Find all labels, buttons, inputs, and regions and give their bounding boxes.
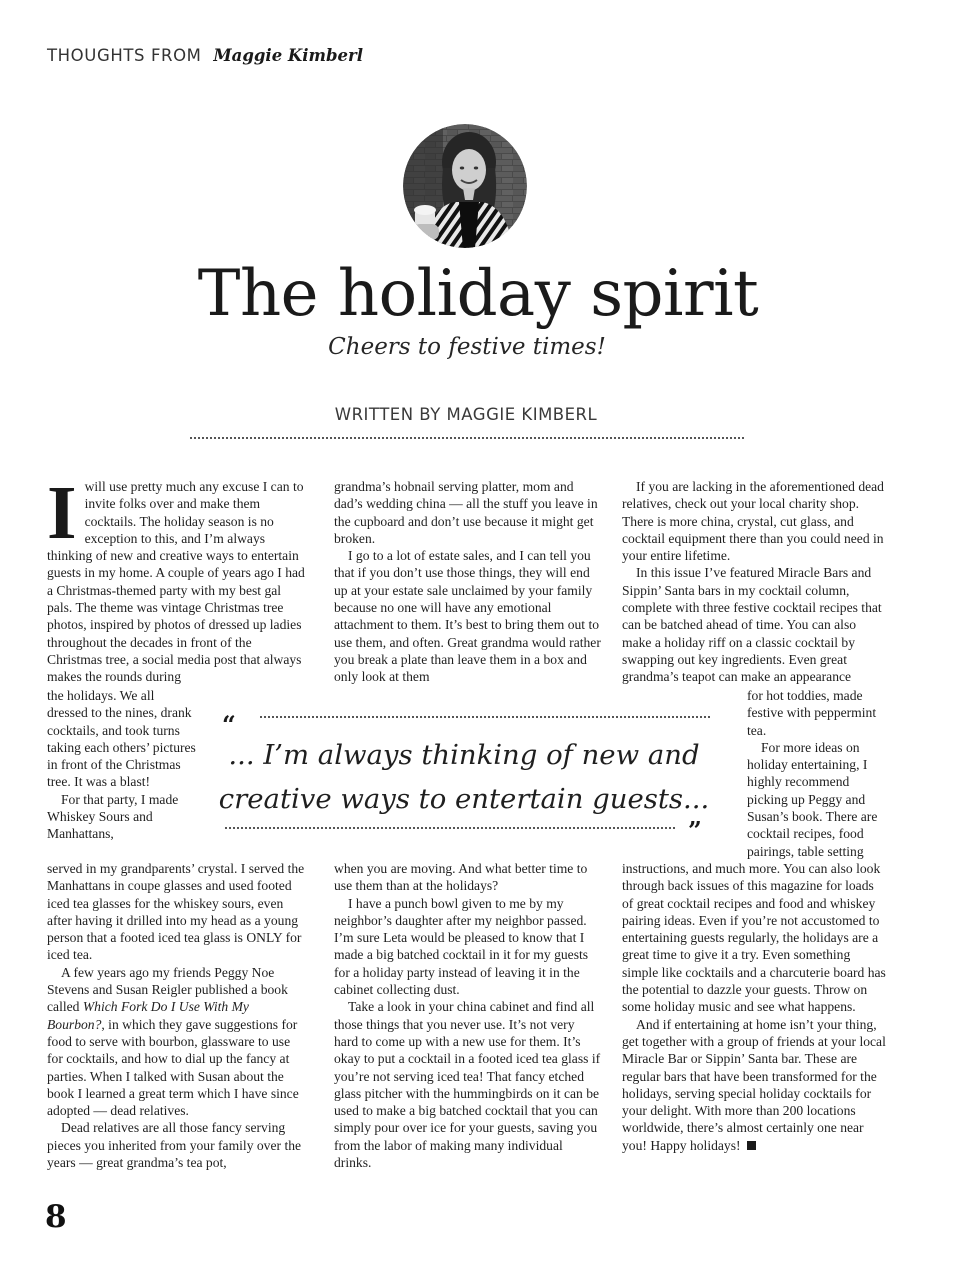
section-header bbox=[47, 46, 363, 65]
paragraph bbox=[47, 964, 305, 1120]
open-quote-icon: “ bbox=[222, 710, 236, 739]
pull-quote-bottom-divider bbox=[225, 827, 675, 829]
paragraph: for hot toddies, made festive with peppermint tea. bbox=[747, 688, 877, 738]
paragraph: I have a punch bowl given to me by my neighbor’s daughter after my neighbor passed. I’m sure Leta would be pleased to know that I made a big batched cocktail in it for my guests for a holiday party instead of leaving it in the cabinet collecting dust. bbox=[334, 895, 589, 998]
pull-quote: ... I’m always thinking of new and creative ways to entertain guests... bbox=[218, 739, 710, 815]
paragraph: In this issue I’ve featured Miracle Bars and Sippin’ Santa bars in my cocktail column, complete with three festive cocktail recipes that can be batched ahead of time. You can also make a holiday riff on a classic cocktail by swapping out key ingredients. Even great grandma’s teapot can make an appearance bbox=[622, 565, 882, 685]
paragraph-text: And if entertaining at home isn’t your thing, get together with a group of friends at your local Miracle Bar or Sippin’ Santa bar. These are regular bars that have been transformed for the holidays, serving special holiday cocktails for your delight. With more than 200 locations worldwide, there’s almost certainly one near you! Happy holidays! bbox=[622, 1016, 886, 1153]
column-3-narrow bbox=[747, 687, 892, 860]
byline: WRITTEN BY MAGGIE KIMBERL bbox=[334, 405, 598, 424]
section-header-author: Maggie Kimberl bbox=[213, 46, 363, 65]
column-1-narrow bbox=[47, 687, 197, 843]
column-3-top bbox=[622, 478, 888, 686]
section-header-prefix: THOUGHTS FROM bbox=[47, 46, 202, 65]
column-1-bottom bbox=[47, 860, 305, 1171]
book-title: Which Fork Do I Use With My Bourbon? bbox=[47, 999, 249, 1032]
article-subtitle: Cheers to festive times! bbox=[328, 334, 606, 360]
pull-quote-top-divider bbox=[260, 716, 710, 718]
column-1-top bbox=[47, 471, 305, 686]
author-avatar bbox=[403, 124, 527, 248]
paragraph: instructions, and much more. You can also look through back issues of this magazine for loads of great cocktail recipes and food and whiskey pairing ideas. Even if you’re not accustomed to entertaining guests regularly, the holidays are a great time to give it a try. Even something simple like cocktails and a charcuterie board has the potential to dazzle your guests. Throw on some holiday music and see what happens. bbox=[622, 861, 886, 1015]
paragraph: the holidays. We all dressed to the nines, drank cocktails, and took turns taking each others’ pictures in front of the Christmas tree. It was a blast! bbox=[47, 688, 196, 790]
paragraph: grandma’s hobnail serving platter, mom and dad’s wedding china — all the stuff you leave in the cupboard and don’t use because it might get broken. bbox=[334, 479, 598, 546]
article-title: The holiday spirit bbox=[197, 257, 759, 331]
end-mark-icon bbox=[747, 1141, 756, 1150]
paragraph-text: A few years ago my friends Peggy Noe Stevens and Susan Reigler published a book called bbox=[47, 964, 288, 1015]
paragraph bbox=[622, 1016, 888, 1154]
paragraph: For more ideas on holiday entertaining, I highly recommend picking up Peggy and Susan’s book. There are cocktail recipes, food pairings, table setting bbox=[747, 739, 878, 859]
paragraph: will use pretty much any excuse I can to invite folks over and make them cocktails. The holiday season is no exception to this, and I’m always thinking of new and creative ways to entertain guests in my home. A couple of years ago I had a Christmas-themed party with my best gal pals. The theme was vintage Christmas tree photos, inspired by photos of dressed up ladies throughout the decades in front of the Christmas tree, a social media post that always makes the rounds during bbox=[47, 479, 305, 685]
paragraph: when you are moving. And what better time to use them than at the holidays? bbox=[334, 861, 588, 894]
close-quote-icon: ” bbox=[688, 816, 702, 845]
paragraph-text: , in which they gave suggestions for food to serve with bourbon, glassware to use for cocktails, and how to dial up the fancy at parties. When I talked with Susan about the book I learned a great term which I have since adopted — dead relatives. bbox=[47, 1016, 299, 1119]
paragraph: For that party, I made Whiskey Sours and Manhattans, bbox=[47, 791, 179, 842]
paragraph: If you are lacking in the aforementioned dead relatives, check out your local charity shop. There is more china, crystal, cut glass, and cocktail equipment there than you could need in your entire lifetime. bbox=[622, 479, 884, 564]
column-3-bottom bbox=[622, 860, 888, 1154]
paragraph: served in my grandparents’ crystal. I served the Manhattans in coupe glasses and used footed iced tea glasses for the whiskey sours, even after having it drilled into my head as a young person that a footed iced tea glass is ONLY for iced tea. bbox=[47, 861, 305, 963]
drop-cap: I bbox=[47, 471, 77, 555]
byline-divider bbox=[190, 437, 744, 439]
page-number: 8 bbox=[45, 1199, 67, 1235]
paragraph: I go to a lot of estate sales, and I can tell you that if you don’t use those things, they will end up at your estate sale unclaimed by your family because no one will have any emotional attachment to them. It’s best to bring them out to use them, and often. Great grandma would rather you break a plate than leave them in a box and only look at them bbox=[334, 548, 601, 685]
paragraph: Dead relatives are all those fancy serving pieces you inherited from your family over the years — great grandma’s tea pot, bbox=[47, 1120, 302, 1171]
column-2-top bbox=[334, 478, 602, 686]
paragraph: Take a look in your china cabinet and find all those things that you never use. It’s not very hard to come up with a new use for them. It’s okay to put a cocktail in a footed iced tea glass if you’re not serving iced tea! That fancy etched glass pitcher with the hummingbirds on it can be used to make a big batched cocktail that you can simply pour over ice for your guests, saving you from the labor of making many individual drinks. bbox=[334, 999, 601, 1171]
author-photo bbox=[403, 124, 527, 248]
column-2-bottom bbox=[334, 860, 602, 1171]
